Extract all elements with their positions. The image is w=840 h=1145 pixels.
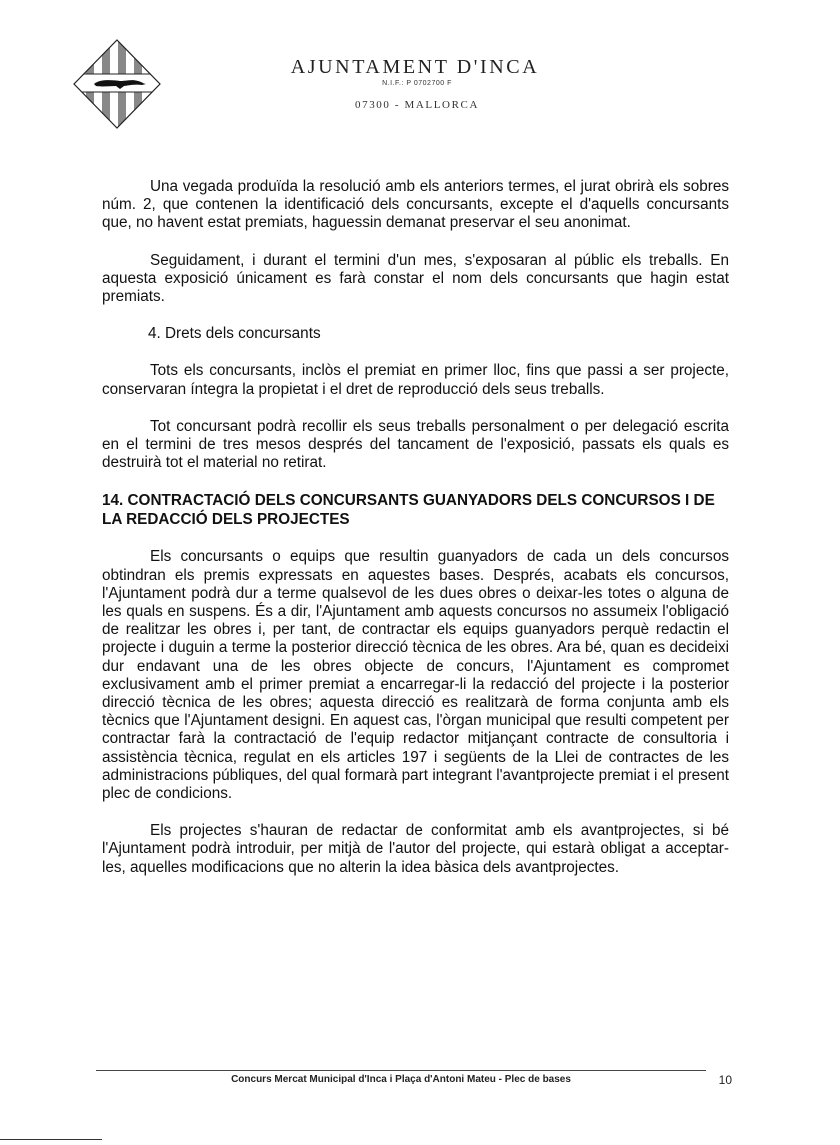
document-body [102,178,729,877]
paragraph: Els concursants o equips que resultin guanyadors de cada un dels concursos obtindran els premis expressats en aquestes bases. Després, acabats els concursos, l'Ajuntament podrà dur a terme qualsevol de les dues obres o deixar-les totes o alguna de les quals en suspens. És a dir, l'Ajuntament amb aquests concursos no assumeix l'obligació de realitzar les obres i, per tant, de contractar els equips guanyadors perquè redactin el projecte i duguin a terme la posterior direcció tècnica de les obres. Ara bé, quan es decideixi dur endavant una de les obres objecte de concurs, l'Ajuntament es compromet exclusivament amb el primer premiat a encarregar-li la redacció del projecte i la posterior direcció tècnica de les obres; aquesta direcció es realitzarà de forma conjunta amb els tècnics que l'Ajuntament designi. En aquest cas, l'òrgan municipal que resulti competent per contractar farà la contractació de l'equip redactor mitjançant contracte de consultoria i assistència tècnica, regulat en els articles 197 i següents de la Llei de contractes de les administracions públiques, del qual formarà part integrant l'avantprojecte premiat i el present plec de condicions. [102,548,729,803]
page-number: 10 [718,1073,732,1087]
section-heading: 14. CONTRACTACIÓ DELS CONCURSANTS GUANYADORS DELS CONCURSOS I DE LA REDACCIÓ DELS PROJECTES [102,492,715,529]
paragraph: Seguidament, i durant el termini d'un mes, s'exposaran al públic els treballs. En aquesta exposició únicament es farà constar el nom dels concursants que hagin estat premiats. [102,251,729,306]
postal-location: 07300 - MALLORCA [355,99,479,111]
coat-of-arms-logo-icon [72,38,162,130]
municipality-title: AJUNTAMENT D'INCA [290,56,540,78]
subsection-heading: 4. Drets dels concursants [148,325,321,343]
footer-title: Concurs Mercat Municipal d'Inca i Plaça d'Antoni Mateu - Plec de bases [231,1074,571,1085]
paragraph: Els projectes s'hauran de redactar de conformitat amb els avantprojectes, si bé l'Ajuntament podrà introduir, per mitjà de l'autor del projecte, qui estarà obligat a acceptar-les, aquelles modificacions que no alterin la idea bàsica dels avantprojectes. [102,822,729,876]
paragraph: Una vegada produïda la resolució amb els anteriors termes, el jurat obrirà els sobres núm. 2, que contenen la identificació dels concursants, excepte el d'aquells concursants que, no havent estat premiats, haguessin demanat preservar el seu anonimat. [102,178,729,232]
footer-divider [96,1070,706,1071]
paragraph: Tot concursant podrà recollir els seus treballs personalment o per delegació escrita en el termini de tres mesos després del tancament de l'exposició, passats els quals es destruirà tot el material no retirat. [102,417,729,472]
paragraph: Tots els concursants, inclòs el premiat en primer lloc, fins que passi a ser projecte, conservaran íntegra la propietat i el dret de reproducció dels seus treballs. [102,362,729,398]
tax-id: N.I.F.: P 0702700 F [382,80,452,87]
scan-artifact-line [0,1139,102,1140]
